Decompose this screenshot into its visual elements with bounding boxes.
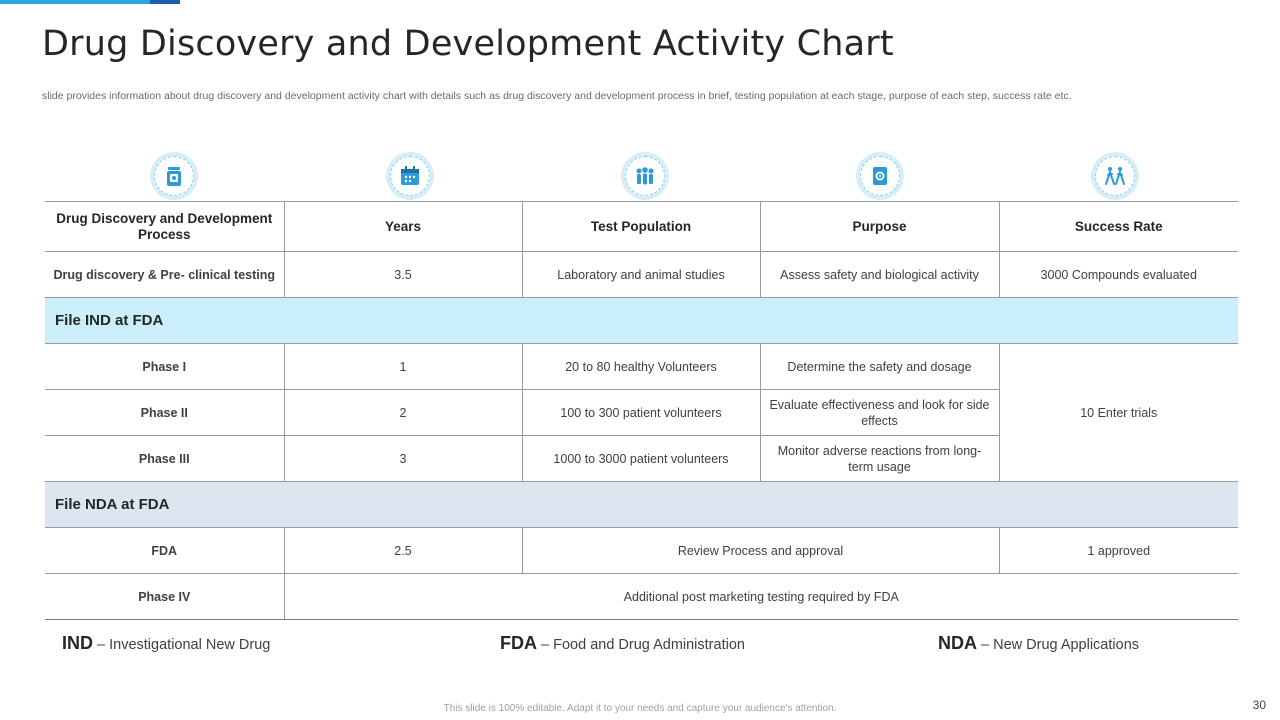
preclinical-purpose: Assess safety and biological activity bbox=[760, 252, 999, 298]
legend-ind bbox=[62, 633, 270, 654]
phase-4-process: Phase IV bbox=[45, 574, 284, 620]
header-population: Test Population bbox=[522, 202, 760, 252]
header-years: Years bbox=[284, 202, 522, 252]
header-success-rate: Success Rate bbox=[999, 202, 1238, 252]
phase-2-years: 2 bbox=[284, 390, 522, 436]
preclinical-success: 3000 Compounds evaluated bbox=[999, 252, 1238, 298]
target-document-icon bbox=[856, 152, 904, 200]
header-purpose: Purpose bbox=[760, 202, 999, 252]
phase-1-population: 20 to 80 healthy Volunteers bbox=[522, 344, 760, 390]
activity-table bbox=[45, 201, 1238, 620]
legend-nda-abbr: NDA bbox=[938, 633, 977, 653]
phase-2-process: Phase II bbox=[45, 390, 284, 436]
phase-3-years: 3 bbox=[284, 436, 522, 482]
header-process: Drug Discovery and Development Process bbox=[45, 202, 284, 252]
fda-success: 1 approved bbox=[999, 528, 1238, 574]
band-file-ind: File IND at FDA bbox=[45, 298, 1238, 344]
page-number: 30 bbox=[1252, 698, 1266, 712]
people-group-icon bbox=[621, 152, 669, 200]
fda-process: FDA bbox=[45, 528, 284, 574]
legend-nda bbox=[938, 633, 1139, 654]
legend-ind-abbr: IND bbox=[62, 633, 93, 653]
phase-3-purpose: Monitor adverse reactions from long-term usage bbox=[760, 436, 999, 482]
lab-bottle-icon bbox=[150, 152, 198, 200]
fda-review: Review Process and approval bbox=[522, 528, 999, 574]
preclinical-years: 3.5 bbox=[284, 252, 522, 298]
phase-2-population: 100 to 300 patient volunteers bbox=[522, 390, 760, 436]
legend-fda-text: – Food and Drug Administration bbox=[541, 637, 745, 653]
page-title: Drug Discovery and Development Activity Chart bbox=[42, 24, 894, 64]
table-row bbox=[45, 528, 1238, 574]
running-people-icon bbox=[1091, 152, 1139, 200]
accent-bar bbox=[0, 0, 150, 4]
phase-1-years: 1 bbox=[284, 344, 522, 390]
phase-1-purpose: Determine the safety and dosage bbox=[760, 344, 999, 390]
calendar-icon bbox=[386, 152, 434, 200]
phases-success: 10 Enter trials bbox=[999, 344, 1238, 482]
legend-nda-text: – New Drug Applications bbox=[981, 637, 1140, 653]
phase-2-purpose: Evaluate effectiveness and look for side effects bbox=[760, 390, 999, 436]
table-row bbox=[45, 574, 1238, 620]
table-header-row bbox=[45, 202, 1238, 252]
table-row bbox=[45, 344, 1238, 390]
phase-1-process: Phase I bbox=[45, 344, 284, 390]
section-band-row bbox=[45, 482, 1238, 528]
legend-fda bbox=[500, 633, 745, 654]
page-subtitle: slide provides information about drug discovery and development activity chart with details such as drug discovery and development process in brief, testing population at each stage, purpose of each step, success rate etc. bbox=[42, 90, 1072, 102]
band-file-nda: File NDA at FDA bbox=[45, 482, 1238, 528]
legend-ind-text: – Investigational New Drug bbox=[97, 637, 271, 653]
legend-fda-abbr: FDA bbox=[500, 633, 537, 653]
preclinical-process: Drug discovery & Pre- clinical testing bbox=[45, 252, 284, 298]
preclinical-population: Laboratory and animal studies bbox=[522, 252, 760, 298]
section-band-row bbox=[45, 298, 1238, 344]
accent-bar-dark bbox=[150, 0, 180, 4]
footer-note: This slide is 100% editable. Adapt it to your needs and capture your audience's attention. bbox=[443, 703, 837, 714]
phase-4-note: Additional post marketing testing required by FDA bbox=[284, 574, 1238, 620]
phase-3-population: 1000 to 3000 patient volunteers bbox=[522, 436, 760, 482]
phase-3-process: Phase III bbox=[45, 436, 284, 482]
table-row bbox=[45, 252, 1238, 298]
fda-years: 2.5 bbox=[284, 528, 522, 574]
